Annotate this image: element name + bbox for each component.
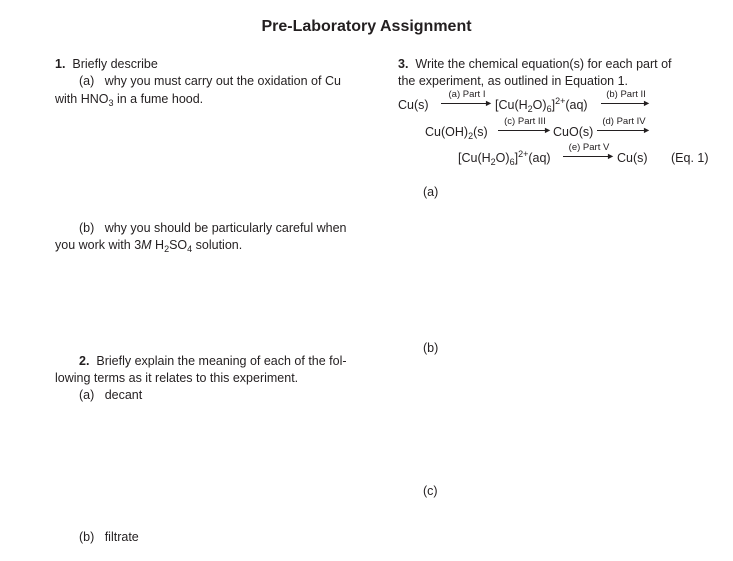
formula-part: O)	[532, 98, 547, 112]
formula-part: ]	[551, 98, 556, 112]
formula-part: Cu(OH)	[425, 125, 469, 139]
q2b-label: (b)	[79, 530, 95, 544]
q1a-line2	[55, 91, 203, 108]
q1a-text-cont: with HNO	[55, 92, 109, 106]
subscript: 6	[509, 157, 515, 167]
q3-part-c-label: (c)	[423, 484, 438, 498]
arrow-label-c: (c) Part III	[504, 116, 546, 127]
q3-part-a-label: (a)	[423, 185, 439, 199]
subscript: 2	[164, 244, 170, 254]
state-label: (aq)	[528, 151, 551, 165]
page-title: Pre-Laboratory Assignment	[261, 18, 472, 35]
arrow-label-a: (a) Part I	[448, 89, 486, 100]
q1a-text: why you must carry out the oxidation of Cu	[104, 74, 341, 88]
q2-number: 2.	[79, 354, 90, 368]
q3-prompt: Write the chemical equation(s) for each part of	[415, 57, 672, 71]
arrow-shaft	[498, 130, 546, 131]
reaction-arrow-d	[597, 118, 651, 134]
species-copper-hydroxide	[425, 124, 488, 141]
q1b-text: why you should be particularly careful when	[104, 221, 347, 235]
formula-part: ]	[514, 151, 519, 165]
q2-prompt-line2: lowing terms as it relates to this experiment.	[55, 371, 299, 385]
charge-superscript: 2+	[555, 96, 566, 106]
q2a-line	[79, 387, 142, 404]
q1b-line2	[55, 237, 242, 254]
arrow-label-d: (d) Part IV	[602, 116, 646, 127]
subscript: 6	[546, 104, 552, 114]
arrow-shaft	[563, 156, 609, 157]
subscript: 2	[527, 104, 533, 114]
q3-prompt-line2: the experiment, as outlined in Equation 1.	[398, 74, 629, 88]
arrowhead-icon: ►	[642, 125, 651, 135]
formula-part: [Cu(H	[495, 98, 528, 112]
q2b-line	[79, 529, 139, 546]
q1b-line1	[79, 220, 347, 237]
q1a-text-end: in a fume hood.	[113, 92, 204, 106]
q3-part-b-label: (b)	[423, 341, 439, 355]
species-cu-solid-end: Cu(s)	[617, 151, 648, 165]
arrow-label-e: (e) Part V	[568, 142, 610, 153]
reaction-arrow-b	[601, 91, 651, 107]
reaction-arrow-c	[498, 118, 552, 134]
q2a-term: decant	[104, 388, 143, 402]
charge-superscript: 2+	[518, 149, 529, 159]
state-label: (s)	[473, 125, 488, 139]
arrow-label-b: (b) Part II	[606, 89, 646, 100]
subscript: 2	[468, 131, 474, 141]
subscript: 4	[187, 244, 193, 254]
q2a-label: (a)	[79, 388, 95, 402]
arrowhead-icon: ►	[606, 151, 615, 161]
formula-part: [Cu(H	[458, 151, 491, 165]
equation-label: (Eq. 1)	[671, 151, 709, 165]
q1-number: 1.	[55, 57, 66, 71]
q1b-text-cont: you work with 3	[55, 238, 142, 252]
subscript: 3	[108, 98, 114, 108]
q1a-line1	[79, 73, 341, 90]
q2-heading	[79, 353, 347, 370]
arrowhead-icon: ►	[642, 98, 651, 108]
state-label: (aq)	[565, 98, 588, 112]
arrow-shaft	[601, 103, 645, 104]
q2b-term: filtrate	[104, 530, 139, 544]
q2-prompt: Briefly explain the meaning of each of the fol-	[96, 354, 347, 368]
formula-part: SO	[169, 238, 188, 252]
arrowhead-icon: ►	[484, 98, 493, 108]
q3-number: 3.	[398, 57, 409, 71]
arrowhead-icon: ►	[543, 125, 552, 135]
formula-part: O)	[495, 151, 510, 165]
q1a-label: (a)	[79, 74, 95, 88]
subscript: 2	[490, 157, 496, 167]
species-copper-aqua-complex	[495, 97, 588, 114]
q1-prompt: Briefly describe	[72, 57, 158, 71]
reaction-arrow-a	[441, 91, 493, 107]
species-copper-aqua-complex-2	[458, 150, 551, 167]
q3-heading	[398, 56, 672, 73]
species-copper-oxide: CuO(s)	[553, 125, 594, 139]
molarity-symbol: M	[141, 238, 152, 252]
arrow-shaft	[597, 130, 645, 131]
q1-heading	[55, 56, 158, 73]
q1b-label: (b)	[79, 221, 95, 235]
species-cu-solid: Cu(s)	[398, 98, 429, 112]
formula-part: H	[151, 238, 165, 252]
arrow-shaft	[441, 103, 487, 104]
q1b-text-end: solution.	[192, 238, 243, 252]
reaction-arrow-e	[563, 144, 615, 160]
